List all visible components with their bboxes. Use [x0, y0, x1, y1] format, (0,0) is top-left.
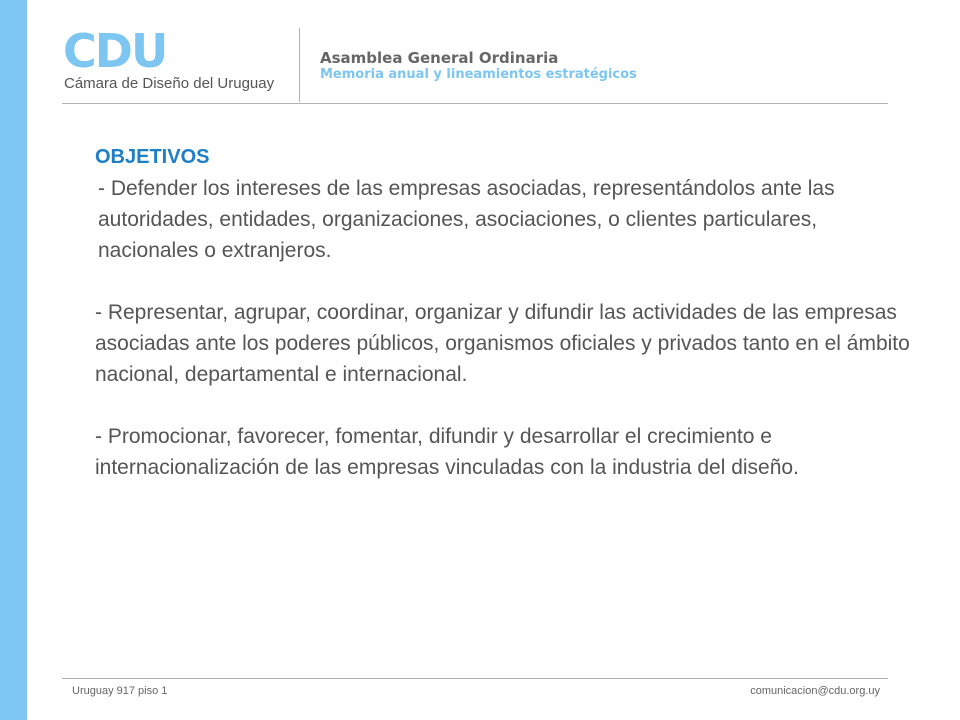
header-subtitle: Memoria anual y lineamientos estratégicos — [320, 67, 637, 82]
header-divider — [62, 103, 888, 104]
slide-content — [95, 142, 910, 483]
footer-address: Uruguay 917 piso 1 — [72, 685, 168, 697]
accent-side-bar — [0, 0, 27, 720]
footer-email: comunicacion@cdu.org.uy — [750, 685, 880, 697]
header-vertical-divider — [299, 28, 300, 102]
cdu-logo: CDU — [63, 24, 167, 78]
footer-divider — [62, 678, 888, 679]
objective-paragraph-1: - Defender los intereses de las empresas asociadas, representándolos ante las autoridades, entidades, organizaciones, asociaciones, o clientes particulares, nacionales o extranjeros. — [98, 177, 835, 262]
logo-subtitle: Cámara de Diseño del Uruguay — [64, 75, 275, 92]
header-title: Asamblea General Ordinaria — [320, 49, 559, 67]
section-heading: OBJETIVOS — [95, 146, 210, 168]
objective-paragraph-3: - Promocionar, favorecer, fomentar, difundir y desarrollar el crecimiento e internacionalización de las empresas vinculadas con la industria del diseño. — [95, 425, 799, 479]
objective-paragraph-2: - Representar, agrupar, coordinar, organizar y difundir las actividades de las empresas asociadas ante los poderes públicos, organismos oficiales y privados tanto en el ámbito nacional, departamental e internacional. — [95, 301, 910, 386]
